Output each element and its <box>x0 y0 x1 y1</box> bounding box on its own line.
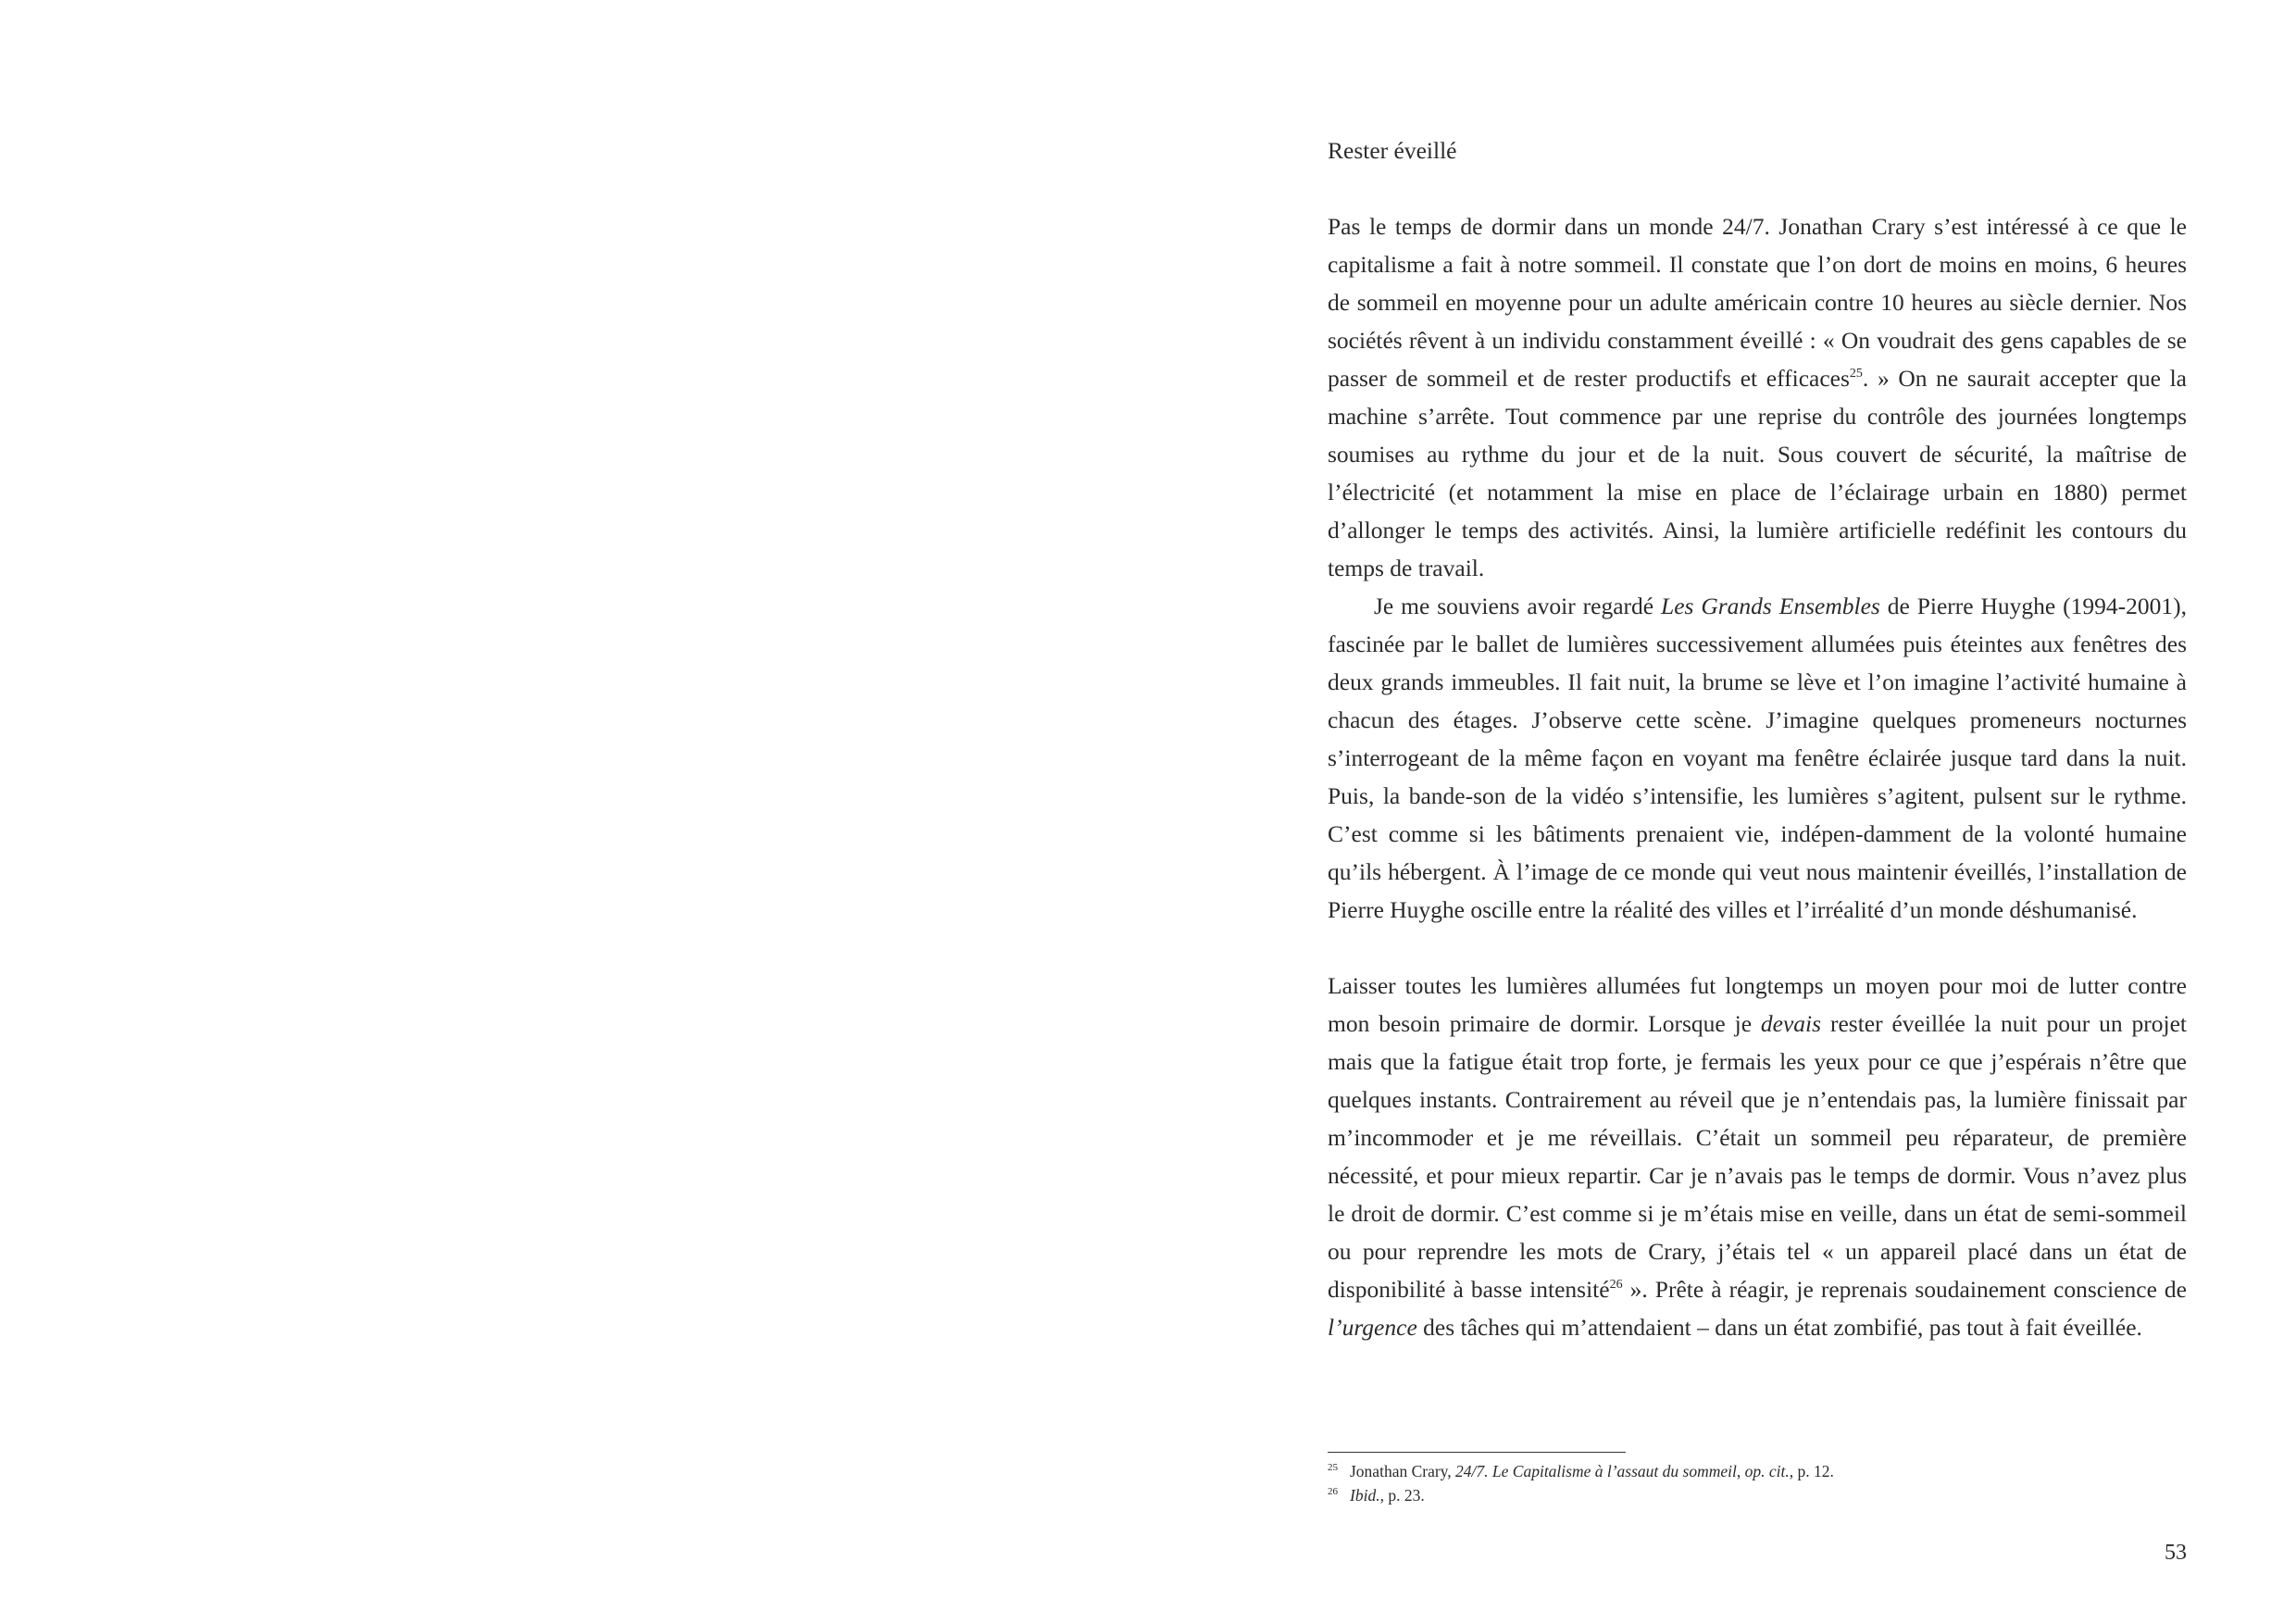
footnote-ref-25: 25 <box>1849 367 1863 381</box>
paragraph-3 <box>1328 967 2187 1346</box>
footnote-26 <box>1328 1483 2187 1507</box>
main-text-block <box>1328 131 2187 1346</box>
section-title: Rester éveillé <box>1328 137 1457 164</box>
footnote-number: 26 <box>1328 1486 1338 1497</box>
paragraph-3-text-d: des tâches qui m’attendaient – dans un état zombifié, pas tout à fait éveillée. <box>1416 1314 2142 1341</box>
paragraph-1-text-b: . » On ne saurait accepter que la machine s’arrête. Tout commence par une reprise du contrôle des journées longtemps soumises au rythme du jour et de la nuit. Sous couvert de sécurité, la maîtrise de l’électricité (et notamment la mise en place de l’éclairage urbain en 1880) permet d’allonger le temps des activités. Ainsi, la lumière artificielle redéfinit les contours du temps de travail. <box>1328 365 2187 581</box>
paragraph-3-text-c: ». Prête à réagir, je reprenais soudainement conscience de <box>1622 1276 2187 1303</box>
footnote-op-cit: op. cit. <box>1744 1462 1790 1480</box>
footnotes <box>1328 1459 2187 1507</box>
paragraph-1 <box>1328 207 2187 587</box>
right-page <box>1148 0 2296 1624</box>
paragraph-1-text-a: Pas le temps de dormir dans un monde 24/7. Jonathan Crary s’est intéressé à ce que le capitalisme a fait à notre sommeil. Il constate que l’on dort de moins en moins, 6 heures de sommeil en moyenne pour un adulte américain contre 10 heures au siècle dernier. Nos sociétés rêvent à un individu constamment éveillé : « On voudrait des gens capables de se passer de sommeil et de rester productifs et efficaces <box>1328 213 2187 392</box>
footnote-25 <box>1328 1459 2187 1483</box>
paragraph-3-text-b: rester éveillée la nuit pour un projet mais que la fatigue était trop forte, je fermais les yeux pour ce que j’espérais n’être que quelques instants. Contrairement au réveil que je n’entendais pas, la lumière finissait par m’incommoder et je me réveillais. C’était un sommeil peu réparateur, de première nécessité, et pour mieux repartir. Car je n’avais pas le temps de dormir. Vous n’avez plus le droit de dormir. C’est comme si je m’étais mise en veille, dans un état de semi-sommeil ou pour reprendre les mots de Crary, j’étais tel « un appareil placé dans un état de disponibilité à basse intensité <box>1328 1010 2188 1303</box>
emphasis-urgence: l’urgence <box>1328 1314 1417 1341</box>
footnote-divider <box>1328 1452 1626 1453</box>
paragraph-2-text-b: de Pierre Huyghe (1994-2001), fascinée par le ballet de lumières successivement allumées puis éteintes aux fenêtres des deux grands immeubles. Il fait nuit, la brume se lève et l’on imagine l’activité humaine à chacun des étages. J’observe cette scène. J’imagine quelques promeneurs nocturnes s’interrogeant de la même façon en voyant ma fenêtre éclairée jusque tard dans la nuit. Puis, la bande-son de la vidéo s’intensifie, les lumières s’agitent, pulsent sur le rythme. C’est comme si les bâtiments prenaient vie, indépen-damment de la volonté humaine qu’ils hébergent. À l’image de ce monde qui veut nous maintenir éveillés, l’installation de Pierre Huyghe oscille entre la réalité des villes et l’irréalité d’un monde déshumanisé. <box>1328 593 2187 923</box>
footnote-text <box>1350 1483 1425 1507</box>
paragraph-2 <box>1328 587 2187 929</box>
footnote-page: , p. 23. <box>1379 1486 1425 1505</box>
paragraph-2-text-a: Je me souviens avoir regardé <box>1374 593 1662 619</box>
paragraph-3-text-a: Laisser toutes les lumières allumées fut longtemps un moyen pour moi de lutter contre mon besoin primaire de dormir. Lorsque je <box>1328 972 2187 1037</box>
footnote-author: Jonathan Crary, <box>1350 1462 1456 1480</box>
footnote-separator: , <box>1736 1462 1745 1480</box>
artwork-title: Les Grands Ensembles <box>1661 593 1880 619</box>
page-number: 53 <box>2165 1541 2187 1565</box>
footnote-book-title: 24/7. Le Capitalisme à l’assaut du sommeil <box>1455 1462 1737 1480</box>
footnote-page: , p. 12. <box>1789 1462 1834 1480</box>
footnote-ref-26: 26 <box>1609 1278 1623 1292</box>
footnote-ibid: Ibid. <box>1350 1486 1380 1505</box>
paragraph-gap <box>1328 929 2187 967</box>
footnote-text <box>1350 1459 1834 1483</box>
emphasis-devais: devais <box>1760 1010 1822 1037</box>
footnote-number: 25 <box>1328 1462 1338 1473</box>
